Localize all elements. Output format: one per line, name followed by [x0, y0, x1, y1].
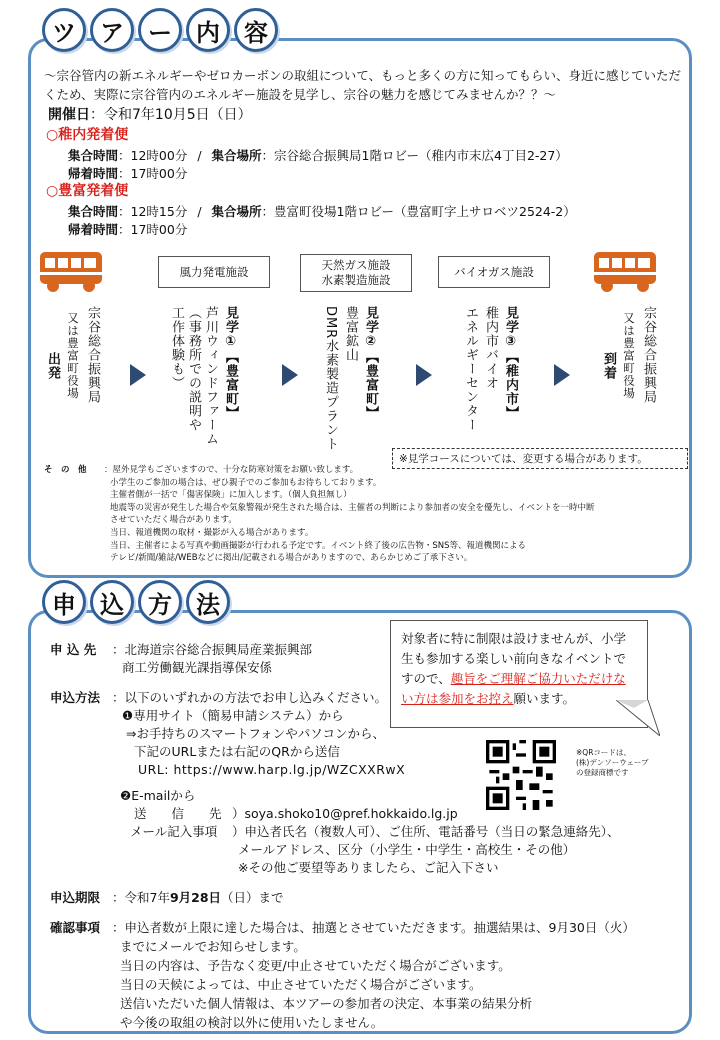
- wakkanai-heading: ○稚内発着便: [46, 127, 129, 143]
- dest-line2: 商工労働観光課指導保安係: [122, 660, 273, 675]
- callout-fold-icon: [616, 700, 660, 736]
- title-char: 込: [90, 580, 134, 624]
- wakkanai-meet: 集合時間：12時00分 / 集合場所：宗谷総合振興局1階ロビー（稚内市末広4丁目2-27）: [68, 148, 568, 163]
- title-char: ツ: [42, 8, 86, 52]
- route-arrow: [416, 364, 432, 386]
- title-char: ア: [90, 8, 134, 52]
- route-start-or: 又は豊富町役場: [66, 312, 80, 400]
- visit1-detail: （事務所での説明や工作体験も）: [169, 306, 201, 432]
- qr-trademark-note: ※QRコードは、 (株)デンソーウェーブ の登録商標です: [576, 748, 649, 777]
- visit2-name: 豊富鉱山: [343, 306, 358, 362]
- intro-text: 〜宗谷管内の新エネルギーやゼロカーボンの取組について、もっと多くの方に知ってもらい、身近に感じていただくため、実際に宗谷管内のエネルギー施設を見学し、宗谷の魅力を感じてみませんか？？〜: [44, 68, 682, 102]
- application-email-link[interactable]: ）soya.shoko10@pref.hokkaido.lg.jp: [232, 806, 458, 821]
- tour-content-title: [42, 8, 278, 52]
- other-notes: ：屋外見学もございますので、十分な防寒対策をお願い致します。 小学生のご参加の場合は、ぜひ親子でのご参加もお待ちしております。 主催者側が一括で「傷害保険」に加入します。（個人負担無し） 地震等の災害が発生した場合や気象警報が発生された場合は、主催者の判断により参加者の安全を優先し、イベントを一時中断 させていただく場合があります。 当日、報道機関の取材・撮影が入る場合があります。 当日、主催者による写真や動画撮影が行われる予定です。イベント終了後の広告物・SNS等、報道機関による テレビ/新聞/雑誌/WEBなどに掲出/記載される場合がありますので、あらかじめご了承下さい。: [104, 465, 595, 564]
- route-end-or: 又は豊富町役場: [622, 312, 636, 400]
- deadline-label: 申込期限: [50, 890, 101, 905]
- participant-notice-callout: 対象者に特に制限は設けませんが、小学生も参加する楽しい前向きなイベントですので、趣旨をご理解ご協力いただけない方は参加をお控え願います。: [390, 620, 648, 728]
- visit2-title: 見学②【豊富町】: [363, 306, 378, 420]
- option1-line1: ⇒お手持ちのスマートフォンやパソコンから、: [126, 726, 385, 741]
- route-start-place: 宗谷総合振興局: [85, 306, 100, 404]
- option2-title: ❷E-mailから: [120, 788, 196, 803]
- toyotomi-return: 帰着時間：17時00分: [68, 222, 188, 237]
- visit3-detail: エネルギーセンター: [463, 306, 478, 432]
- route-end-action: 到着: [601, 352, 616, 380]
- title-char: 方: [138, 580, 182, 624]
- email-fields-line1: ）申込者氏名（複数人可）、ご住所、電話番号（当日の緊急連絡先）、: [232, 824, 620, 839]
- application-url-link[interactable]: URL: https://www.harp.lg.jp/WZCXXRwX: [138, 762, 406, 777]
- email-send-label: 送 信 先: [134, 806, 222, 821]
- route-arrow: [130, 364, 146, 386]
- apply-method-title: [42, 580, 230, 624]
- bus-icon: [592, 250, 658, 294]
- facility-label-biogas: バイオガス施設: [438, 256, 550, 288]
- route-arrow: [282, 364, 298, 386]
- facility-label-gas-hydrogen: 天然ガス施設 水素製造施設: [300, 254, 412, 292]
- option1-line2: 下記のURLまたは右記のQRから送信: [134, 744, 340, 759]
- visit1-name: 芦川ウィンドファーム: [203, 306, 218, 446]
- course-change-note: ※見学コースについては、変更する場合があります。: [392, 448, 688, 469]
- email-fields-line2: メールアドレス、区分（小学生・中学生・高校生・その他）: [238, 842, 576, 857]
- visit3-name: 稚内市バイオ: [483, 306, 498, 390]
- dest-line1: ：北海道宗谷総合振興局産業振興部: [112, 642, 313, 657]
- other-label: そ の 他: [44, 465, 87, 475]
- toyotomi-meet: 集合時間：12時15分 / 集合場所：豊富町役場1階ロビー（豊富町字上サロベツ2524-2）: [68, 204, 576, 219]
- event-date: 開催日：令和7年10月5日（日）: [48, 107, 252, 123]
- route-end-place: 宗谷総合振興局: [641, 306, 656, 404]
- toyotomi-heading: ○豊富発着便: [46, 183, 129, 199]
- qr-code-icon[interactable]: [486, 740, 556, 810]
- title-char: 内: [186, 8, 230, 52]
- title-char: ー: [138, 8, 182, 52]
- title-char: 容: [234, 8, 278, 52]
- method-intro: ：以下のいずれかの方法でお申し込みください。: [112, 690, 388, 705]
- visit1-title: 見学①【豊富町】: [223, 306, 238, 420]
- email-fields-line3: ※その他ご要望等ありましたら、ご記入下さい: [238, 860, 499, 875]
- wakkanai-return: 帰着時間：17時00分: [68, 166, 188, 181]
- confirm-label: 確認事項: [50, 920, 101, 935]
- visit2-detail: DMR水素製造プラント: [323, 306, 338, 452]
- deadline-value: ：令和7年9月28日（日）まで: [112, 890, 284, 905]
- bus-icon: [38, 250, 104, 294]
- option1-title: ❶専用サイト（簡易申請システム）から: [122, 708, 344, 723]
- facility-label-wind: 風力発電施設: [158, 256, 270, 288]
- title-char: 申: [42, 580, 86, 624]
- route-start-action: 出発: [45, 352, 60, 380]
- title-char: 法: [186, 580, 230, 624]
- confirm-notes: ：申込者数が上限に達した場合は、抽選とさせていただきます。抽選結果は、9月30日（火） までにメールでお知らせします。 当日の内容は、予告なく変更/中止させていただく場合がございます。 当日の天候によっては、中止させていただく場合がございます。 送信いただいた個人情報は、本ツアーの参加者の決定、本事業の結果分析 や今後の取組の検討以外に使用いたしません。: [112, 920, 635, 1030]
- method-label: 申込方法: [50, 690, 101, 705]
- dest-label: 申 込 先: [50, 642, 97, 657]
- email-fields-label: メール記入事項: [130, 824, 218, 839]
- visit3-title: 見学③【稚内市】: [503, 306, 518, 420]
- route-arrow: [554, 364, 570, 386]
